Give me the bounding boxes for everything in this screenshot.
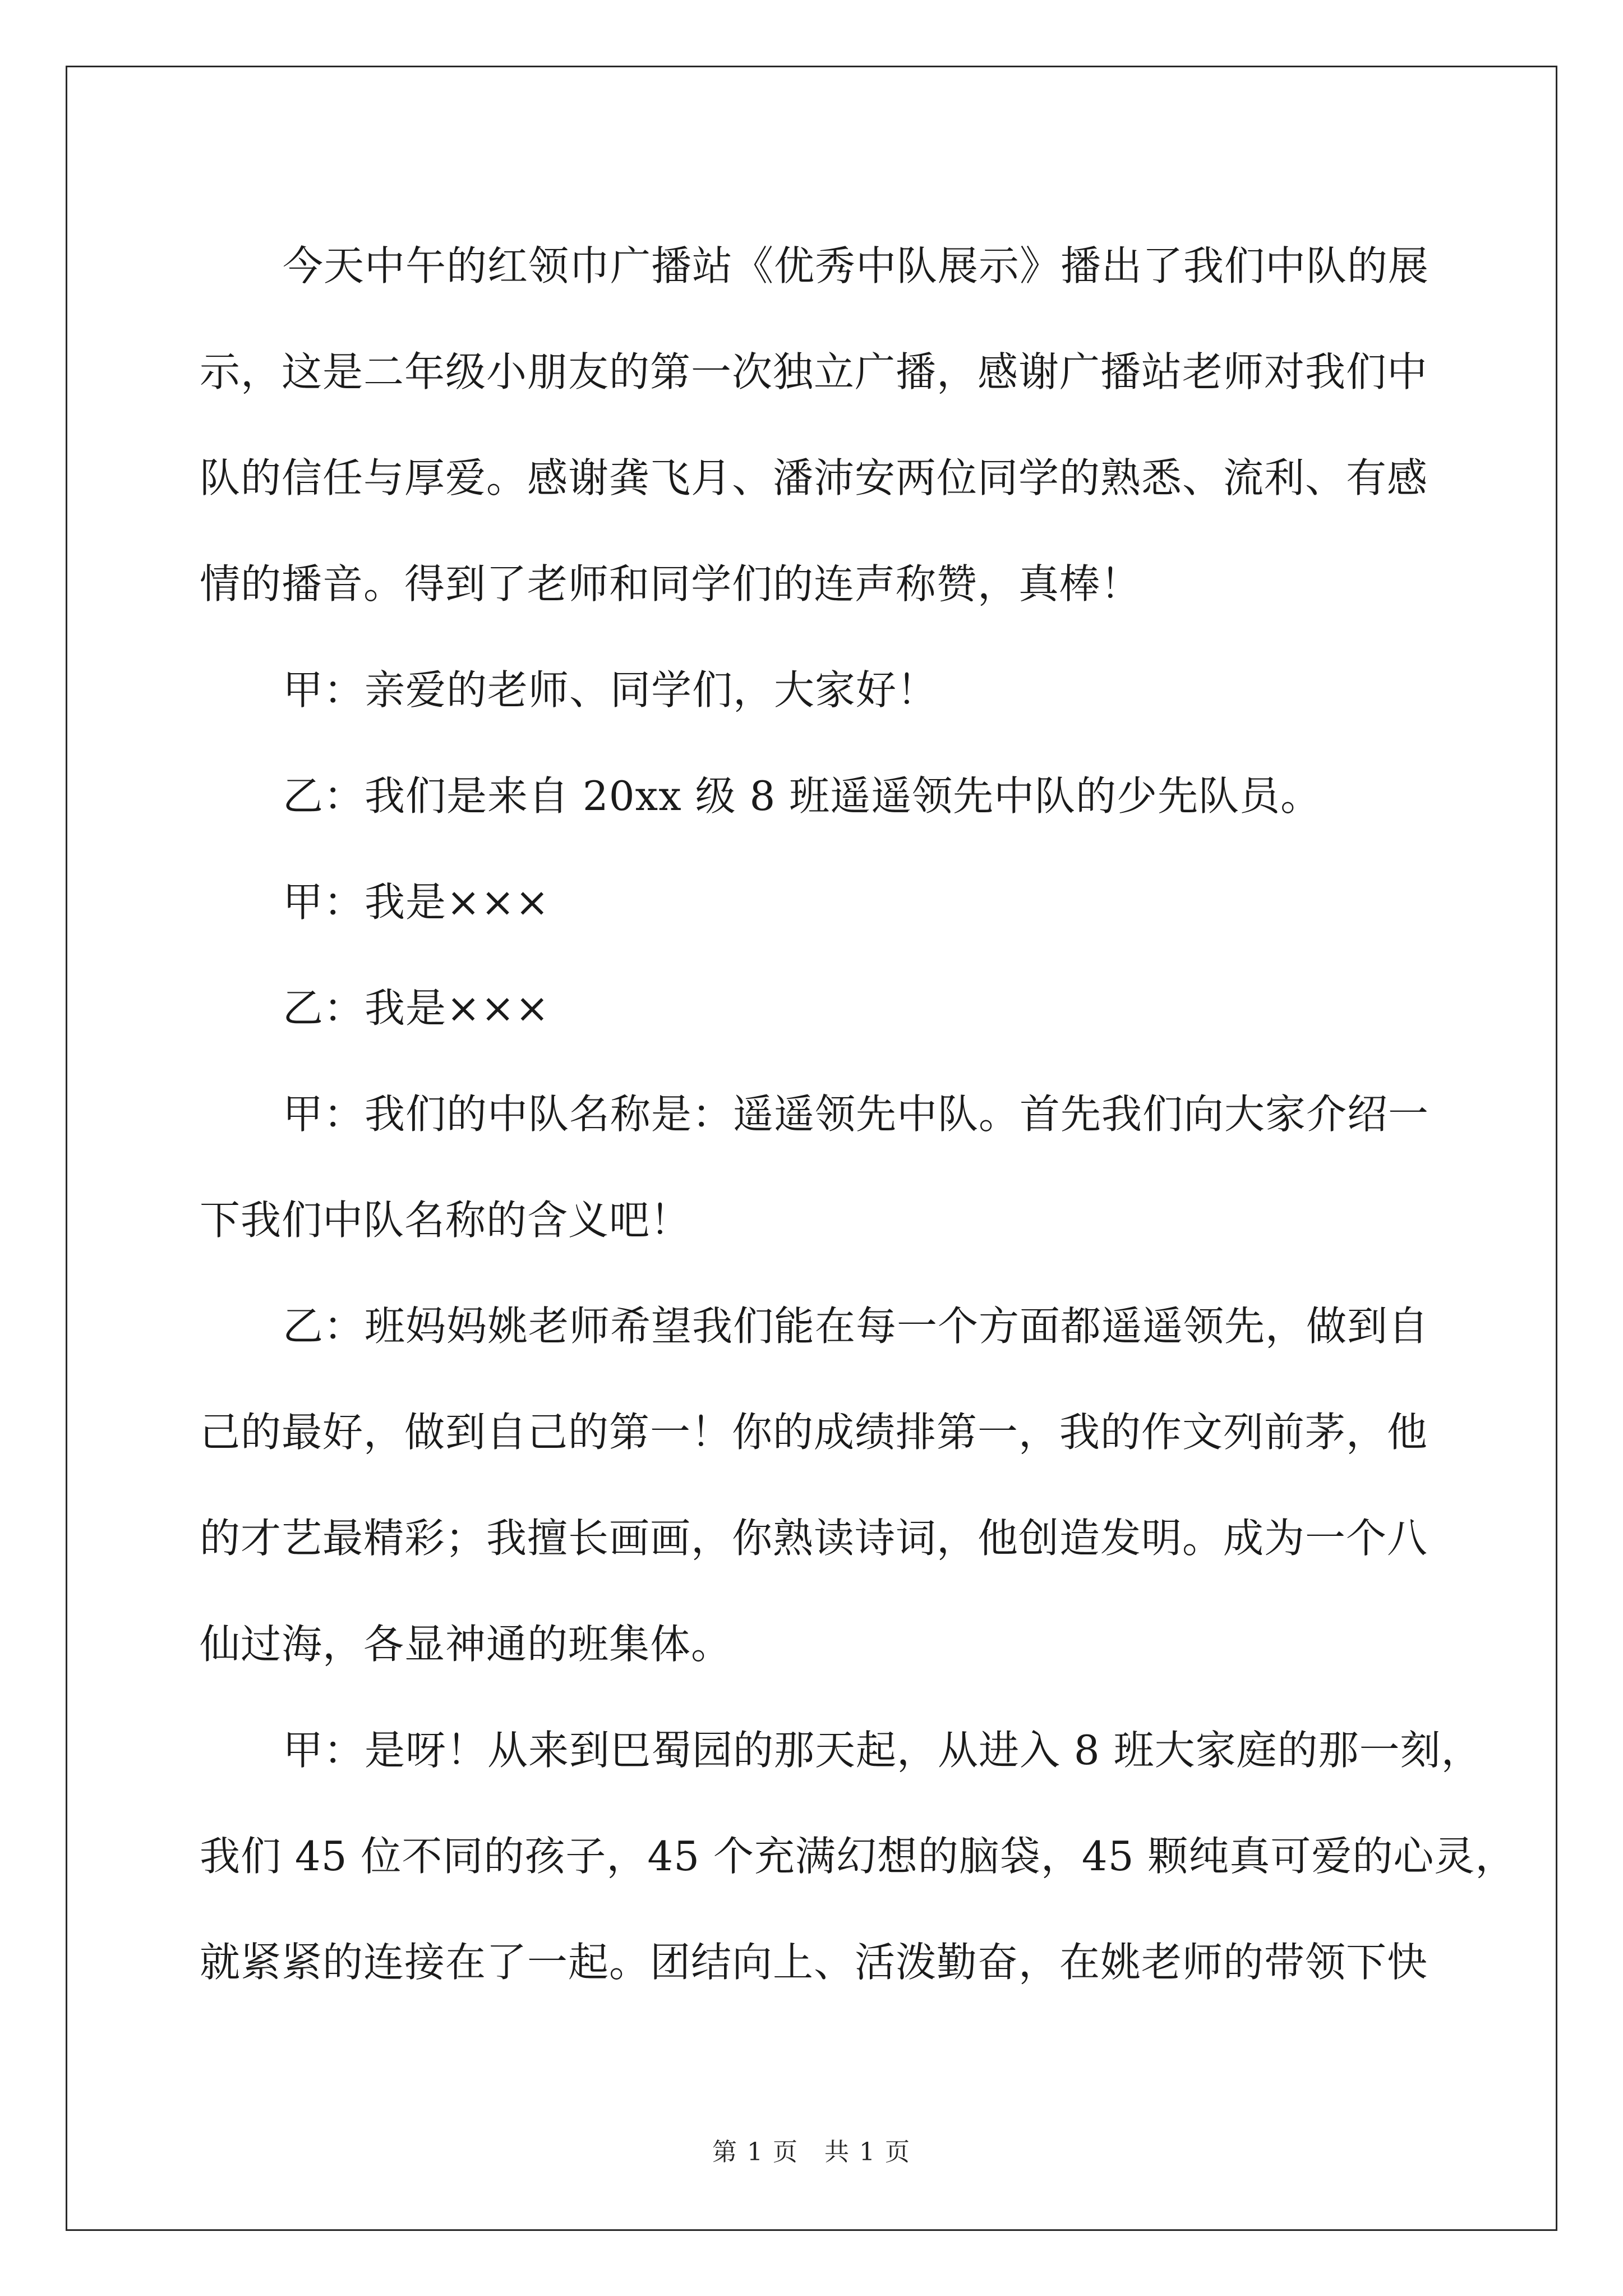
page-number-footer: 第 1 页 共 1 页 [712,2138,911,2166]
text-line: 仙过海，各显神通的班集体。 [200,1621,732,1668]
dialogue-line [200,1697,1516,2016]
dialogue-line [200,743,1423,849]
text-line: 甲：亲爱的老师、同学们，大家好！ [283,666,938,714]
text-line: 示，这是二年级小朋友的第一次独立广播，感谢广播站老师对我们中 [200,348,1428,395]
dialogue-line [200,637,1423,743]
text-line: 甲：是呀！从来到巴蜀园的那天起，从进入 8 班大家庭的那一刻， [283,1727,1482,1774]
document-body [200,213,1516,2016]
text-line: 乙：我们是来自 20xx 级 8 班遥遥领先中队的少先队员。 [283,772,1322,820]
dialogue-line [200,1273,1430,1697]
paragraph-intro [200,213,1430,637]
text-line: 下我们中队名称的含义吧！ [200,1197,691,1244]
text-line: 乙：我是××× [283,984,550,1032]
dialogue-line [200,849,1423,955]
dialogue-line [200,955,1423,1061]
text-line: 乙：班妈妈姚老师希望我们能在每一个方面都遥遥领先，做到自 [283,1303,1430,1350]
text-line: 的才艺最精彩；我擅长画画，你熟读诗词，他创造发明。成为一个八 [200,1515,1428,1562]
text-line: 队的信任与厚爱。感谢龚飞月、潘沛安两位同学的熟悉、流利、有感 [200,454,1428,501]
text-line: 己的最好，做到自己的第一！你的成绩排第一，我的作文列前茅，他 [200,1409,1428,1456]
text-line: 我们 45 位不同的孩子，45 个充满幻想的脑袋，45 颗纯真可爱的心灵， [200,1833,1516,1880]
text-line: 情的播音。得到了老师和同学们的连声称赞，真棒！ [200,560,1142,608]
text-line: 甲：我是××× [283,878,550,926]
text-line: 就紧紧的连接在了一起。团结向上、活泼勤奋，在姚老师的带领下快 [200,1939,1428,1986]
dialogue-line [200,1061,1430,1273]
text-line: 今天中午的红领巾广播站《优秀中队展示》播出了我们中队的展 [283,242,1430,289]
text-line: 甲：我们的中队名称是：遥遥领先中队。首先我们向大家介绍一 [283,1091,1430,1138]
